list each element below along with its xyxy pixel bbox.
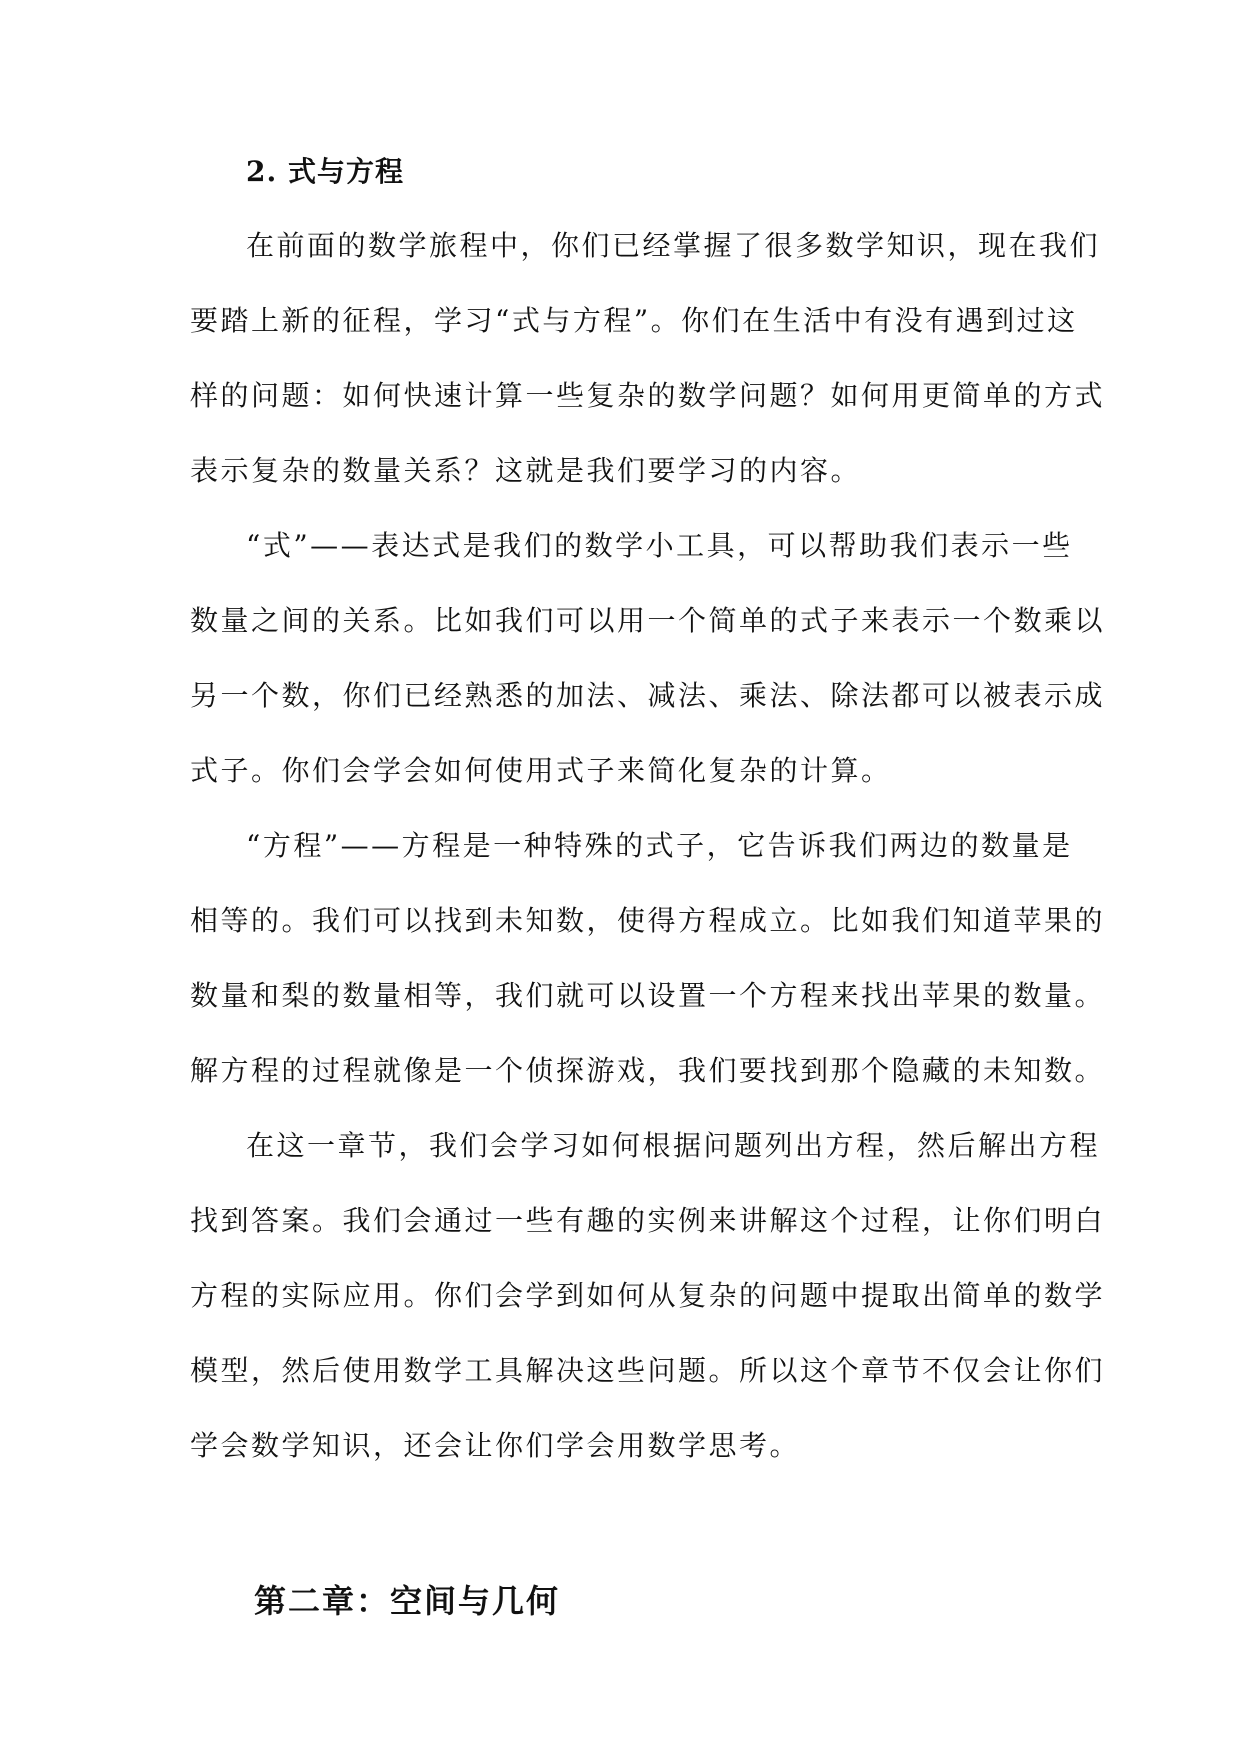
- paragraph-1-line-1: 在前面的数学旅程中，你们已经掌握了很多数学知识，现在我们: [246, 229, 1101, 262]
- paragraph-2-line-4: 式子。你们会学会如何使用式子来简化复杂的计算。: [190, 754, 892, 787]
- paragraph-4-line-1: 在这一章节，我们会学习如何根据问题列出方程，然后解出方程: [246, 1129, 1101, 1162]
- paragraph-2-line-2: 数量之间的关系。比如我们可以用一个简单的式子来表示一个数乘以: [190, 604, 1106, 637]
- paragraph-4-line-5: 学会数学知识，还会让你们学会用数学思考。: [190, 1429, 801, 1462]
- paragraph-1-line-3: 样的问题：如何快速计算一些复杂的数学问题？如何用更简单的方式: [190, 379, 1106, 412]
- paragraph-4-line-3: 方程的实际应用。你们会学到如何从复杂的问题中提取出简单的数学: [190, 1279, 1106, 1312]
- paragraph-1-line-4: 表示复杂的数量关系？这就是我们要学习的内容。: [190, 454, 862, 487]
- paragraph-3-line-4: 解方程的过程就像是一个侦探游戏，我们要找到那个隐藏的未知数。: [190, 1054, 1106, 1087]
- paragraph-2-line-3: 另一个数，你们已经熟悉的加法、减法、乘法、除法都可以被表示成: [190, 679, 1106, 712]
- paragraph-3-line-2: 相等的。我们可以找到未知数，使得方程成立。比如我们知道苹果的: [190, 904, 1106, 937]
- paragraph-3-line-1: “方程”——方程是一种特殊的式子，它告诉我们两边的数量是: [246, 829, 1073, 862]
- paragraph-3-line-3: 数量和梨的数量相等，我们就可以设置一个方程来找出苹果的数量。: [190, 979, 1106, 1012]
- paragraph-1-line-2: 要踏上新的征程，学习“式与方程”。你们在生活中有没有遇到过这: [190, 304, 1078, 337]
- paragraph-2-line-1: “式”——表达式是我们的数学小工具，可以帮助我们表示一些: [246, 529, 1073, 562]
- paragraph-4-line-4: 模型，然后使用数学工具解决这些问题。所以这个章节不仅会让你们: [190, 1354, 1106, 1387]
- section-heading: 2. 式与方程: [246, 155, 404, 188]
- chapter-heading: 第二章：空间与几何: [254, 1582, 561, 1620]
- paragraph-4-line-2: 找到答案。我们会通过一些有趣的实例来讲解这个过程，让你们明白: [190, 1204, 1106, 1237]
